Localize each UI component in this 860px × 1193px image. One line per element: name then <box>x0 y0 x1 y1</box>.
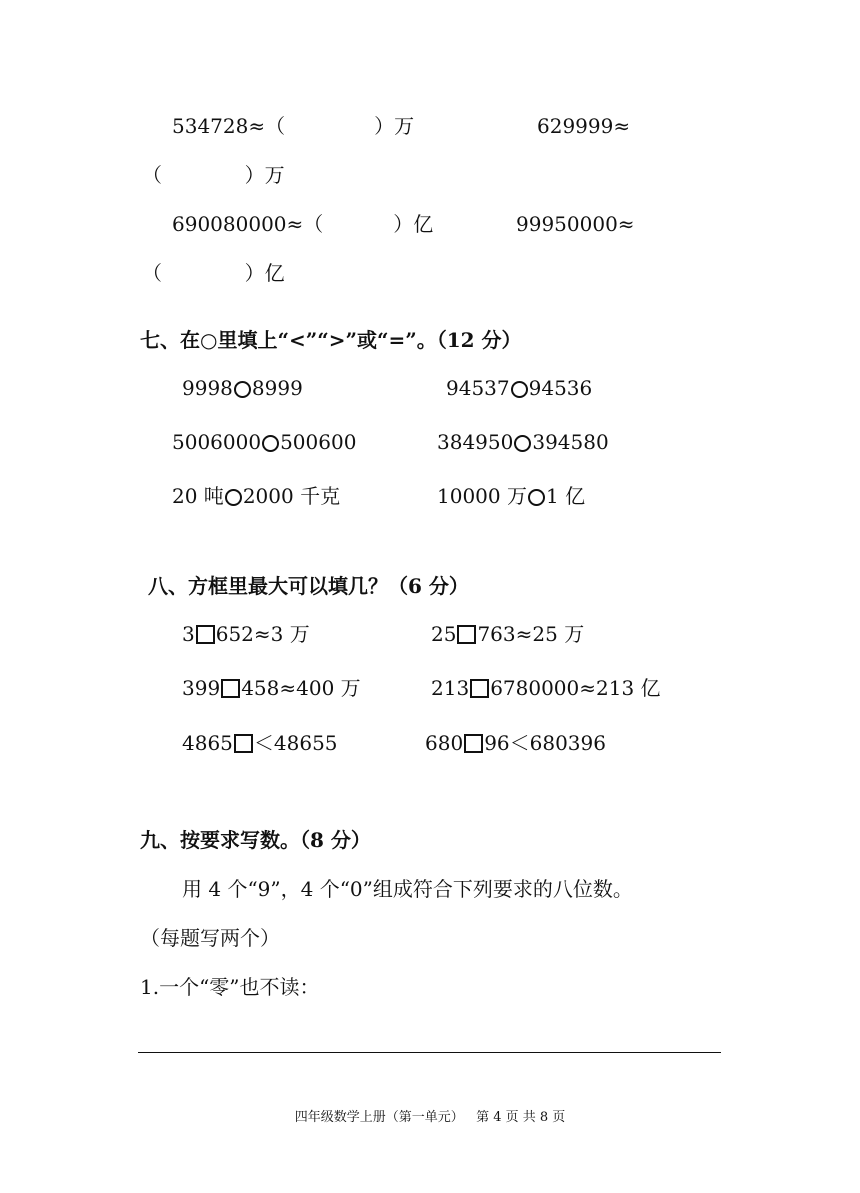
fill-box[interactable] <box>221 679 240 698</box>
compare-circle[interactable] <box>225 489 242 506</box>
compare-circle[interactable] <box>528 489 545 506</box>
fill-box[interactable] <box>470 679 489 698</box>
fill-box[interactable] <box>464 734 483 753</box>
fill-box[interactable] <box>457 625 476 644</box>
section-8-title: 八、方框里最大可以填几？（6 分） <box>148 574 469 598</box>
approx-row-3-left: 690080000≈（ ）亿 <box>172 212 434 236</box>
fill-box-item-6: 680 96＜680396 <box>425 731 606 755</box>
fill-box[interactable] <box>234 734 253 753</box>
compare-item-2: 94537 94536 <box>446 376 593 400</box>
section-9-note: （每题写两个） <box>140 926 280 950</box>
approx-row-4: （ ）亿 <box>142 261 285 285</box>
fill-box-item-4: 213 6780000≈213 亿 <box>431 676 661 700</box>
section-9-title: 九、按要求写数。（8 分） <box>140 828 371 852</box>
compare-circle[interactable] <box>234 381 251 398</box>
compare-circle[interactable] <box>514 435 531 452</box>
page-footer: 四年级数学上册（第一单元） 第 4 页 共 8 页 <box>294 1110 566 1125</box>
compare-item-6: 10000 万 1 亿 <box>437 484 586 508</box>
fill-box[interactable] <box>196 625 215 644</box>
compare-item-4: 384950 394580 <box>437 430 609 454</box>
approx-row-1-right: 629999≈ <box>537 114 631 138</box>
question-1: 1.一个“零”也不读： <box>140 975 320 999</box>
compare-circle[interactable] <box>262 435 279 452</box>
approx-row-2: （ ）万 <box>142 163 285 187</box>
answer-line[interactable] <box>138 1052 721 1053</box>
compare-item-1: 9998 8999 <box>182 376 303 400</box>
fill-box-item-3: 399 458≈400 万 <box>182 676 361 700</box>
section-9-intro: 用 4 个“9”，4 个“0”组成符合下列要求的八位数。 <box>182 877 633 901</box>
approx-row-3-right: 99950000≈ <box>516 212 635 236</box>
fill-box-item-5: 4865 ＜48655 <box>182 731 338 755</box>
fill-box-item-2: 25 763≈25 万 <box>431 622 585 646</box>
fill-box-item-1: 3 652≈3 万 <box>182 622 310 646</box>
compare-item-5: 20 吨 2000 千克 <box>172 484 341 508</box>
compare-circle[interactable] <box>511 381 528 398</box>
compare-item-3: 5006000 500600 <box>172 430 357 454</box>
approx-row-1-left: 534728≈（ ）万 <box>172 114 415 138</box>
section-7-title: 七、在○里填上“<”“>”或“=”。（12 分） <box>140 328 522 352</box>
